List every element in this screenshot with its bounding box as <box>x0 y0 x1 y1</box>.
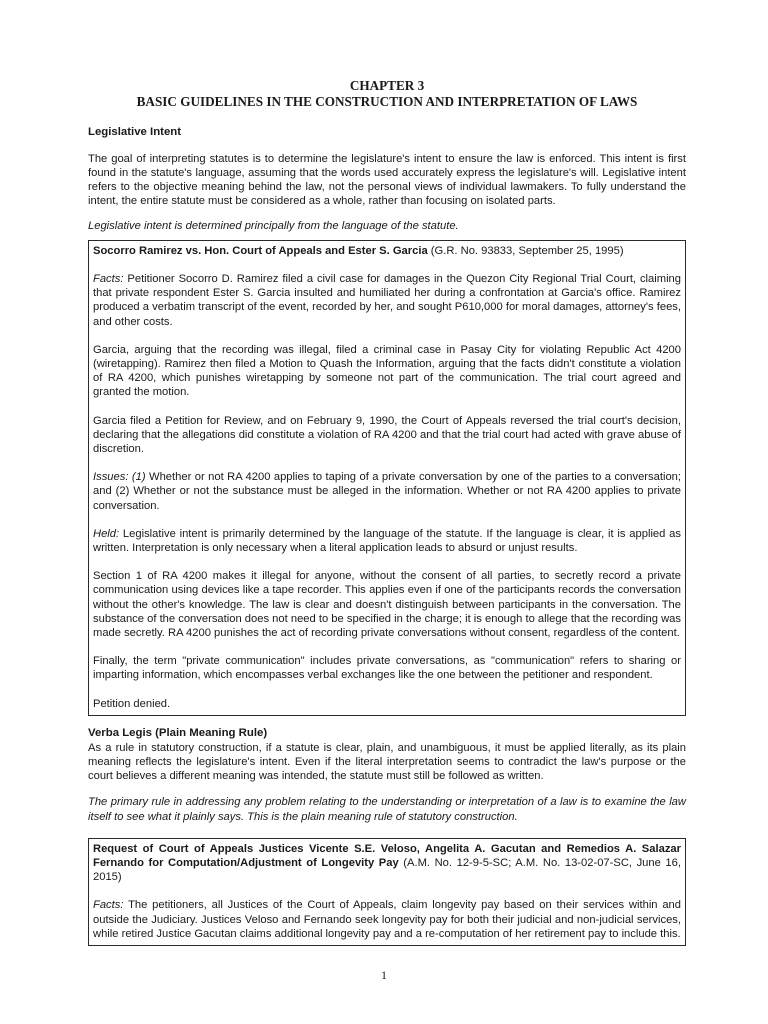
held-text: Legislative intent is primarily determined by the language of the statute. If the language is clear, it is applied as written. Interpretation is only necessary when a literal application leads to absurd or unjust results. <box>93 527 681 555</box>
case-facts <box>93 272 681 329</box>
case-citation: (A.M. No. 12-9-5-SC; A.M. No. 13-02-07-SC, June 16, 2015) <box>93 856 681 884</box>
legislative-intent-paragraph: The goal of interpreting statutes is to determine the legislature's intent to ensure the law is enforced. This intent is first found in the statute's language, assuming that the words used accurately express the legislature's will. Legislative intent refers to the objective meaning behind the law, not the personal views of individual lawmakers. To fully understand the intent, the entire statute must be considered as a whole, rather than focusing on isolated parts. <box>88 152 686 208</box>
case-issues <box>93 470 681 513</box>
case-paragraph: Finally, the term "private communication" includes private conversations, as "communication" refers to sharing or imparting information, which encompasses verbal exchanges like the one between the petitioner and respondent. <box>93 655 681 682</box>
section-title-legislative-intent: Legislative Intent <box>88 126 182 138</box>
case-box-longevity-pay <box>88 838 686 946</box>
case-paragraph: Section 1 of RA 4200 makes it illegal for anyone, without the consent of all parties, to secretly record a private communication using devices like a tape recorder. This applies even if one of the participants records the conversation without the other's knowledge. The law is clear and doesn't distinguish between participants in the conversation. The substance of the conversation does not need to be specified in the charge; it is enough to allege that the recording was made secretly. RA 4200 punishes the act of recording private conversations without consent, regardless of the content. <box>93 570 681 640</box>
verba-legis-principle: The primary rule in addressing any problem relating to the understanding or interpretation of a law is to examine the law itself to see what it plainly says. This is the plain meaning rule of statutory construction. <box>88 796 686 823</box>
case-disposition: Petition denied. <box>93 697 171 710</box>
document-page <box>88 78 686 946</box>
facts-text: The petitioners, all Justices of the Court of Appeals, claim longevity pay based on their services within and outside the Judiciary. Justices Veloso and Fernando seek longevity pay for both their judicial and non-judicial services, while retired Justice Gacutan claims additional longevity pay and a re-computation of her retirement pay to include this. <box>93 899 681 940</box>
issues-text: Whether or not RA 4200 applies to taping of a private conversation by one of the parties to a conversation; and (2) Whether or not the substance must be alleged in the information. Whether or not RA 4200 applies to private conversation. <box>93 471 681 512</box>
section-title-verba-legis: Verba Legis (Plain Meaning Rule) <box>88 726 268 739</box>
case-title: Request of Court of Appeals Justices Vicente S.E. Veloso, Angelita A. Gacutan and Remedios A. Salazar Fernando for Computation/Adjustment of Longevity Pay <box>93 842 681 869</box>
case-heading <box>93 244 681 258</box>
page-number: 1 <box>381 968 387 982</box>
facts-text: Petitioner Socorro D. Ramirez filed a civil case for damages in the Quezon City Regional Trial Court, claiming that private respondent Ester S. Garcia insulted and humiliated her during a confrontation at Garcia's office. Ramirez produced a verbatim transcript of the event, recorded by her, and sought P610,000 for moral damages, attorney's fees, and other costs. <box>93 273 681 328</box>
issues-label: Issues: (1) <box>93 471 146 484</box>
legislative-intent-principle: Legislative intent is determined principally from the language of the statute. <box>88 219 459 232</box>
facts-label: Facts: <box>93 899 124 912</box>
case-box-ramirez <box>88 240 686 716</box>
case-heading <box>93 842 681 885</box>
facts-label: Facts: <box>93 273 124 286</box>
case-held <box>93 527 681 555</box>
case-paragraph: Garcia, arguing that the recording was illegal, filed a criminal case in Pasay City for violating Republic Act 4200 (wiretapping). Ramirez then filed a Motion to Quash the Information, arguing that the facts didn't constitute a violation of RA 4200, which punishes wiretapping by someone not part of the communication. The trial court agreed and granted the motion. <box>93 343 681 399</box>
verba-legis-paragraph: As a rule in statutory construction, if a statute is clear, plain, and unambiguous, it must be applied literally, as its plain meaning reflects the legislature's intent. Even if the literal interpretation seems to contradict the law's purpose or the court believes a different meaning was intended, the statute must still be followed as written. <box>88 741 686 783</box>
case-paragraph: Garcia filed a Petition for Review, and on February 9, 1990, the Court of Appeals reversed the trial court's decision, declaring that the allegations did constitute a violation of RA 4200 and that the trial court had acted with grave abuse of discretion. <box>93 414 681 456</box>
chapter-label: CHAPTER 3 <box>349 78 425 93</box>
case-facts <box>93 898 681 941</box>
case-title: Socorro Ramirez vs. Hon. Court of Appeals and Ester S. Garcia <box>93 244 428 257</box>
case-citation: (G.R. No. 93833, September 25, 1995) <box>427 244 624 257</box>
chapter-title: BASIC GUIDELINES IN THE CONSTRUCTION AND INTERPRETATION OF LAWS <box>136 94 638 109</box>
held-label: Held: <box>93 527 120 540</box>
